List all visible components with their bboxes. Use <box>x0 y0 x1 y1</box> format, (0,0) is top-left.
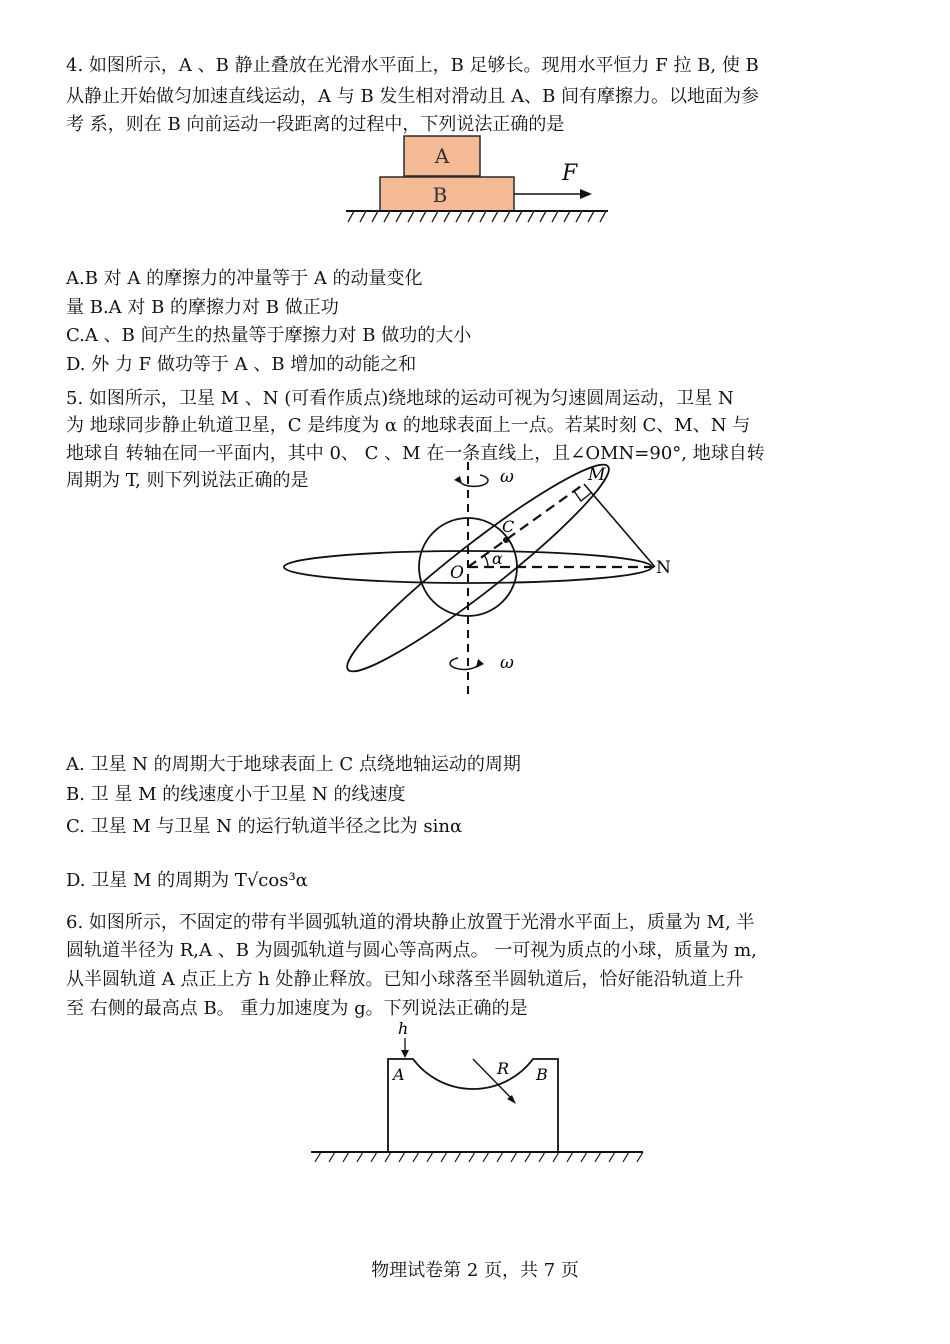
ground-hatching <box>315 1152 643 1162</box>
point-c-label: C <box>502 517 515 536</box>
center-o-label: O <box>450 563 464 583</box>
q4-option-b: 量 B.A 对 B 的摩擦力对 B 做正功 <box>66 297 339 318</box>
force-arrow-head <box>580 189 592 199</box>
q4-stem-line-2: 从静止开始做匀加速直线运动，A 与 B 发生相对滑动且 A、B 间有摩擦力。以地面为参 <box>66 86 760 107</box>
q5-option-c: C. 卫星 M 与卫星 N 的运行轨道半径之比为 sinα <box>66 816 463 837</box>
slider-body <box>388 1059 558 1152</box>
q5-option-d: D. 卫星 M 的周期为 T√cos³α <box>66 870 308 891</box>
omega-bottom-arrowhead <box>476 659 484 668</box>
q6-stem-line-1: 6. 如图所示，不固定的带有半圆弧轨道的滑块静止放置于光滑水平面上，质量为 M, 半 <box>66 912 755 933</box>
angle-alpha-arc <box>484 555 488 567</box>
sat-n-label: N <box>656 558 671 578</box>
omega-top-label: ω <box>500 467 514 487</box>
q4-option-a: A.B 对 A 的摩擦力的冲量等于 A 的动量变化 <box>66 268 423 289</box>
q4-stem-line-3: 考 系，则在 B 向前运动一段距离的过程中，下列说法正确的是 <box>66 114 565 135</box>
angle-alpha-label: α <box>492 549 503 568</box>
omega-top-arrow <box>460 475 488 486</box>
omega-top-arrowhead <box>454 476 462 484</box>
page-footer: 物理试卷第 2 页，共 7 页 <box>371 1260 579 1281</box>
q5-stem-line-3: 地球自 转轴在同一平面内，其中 0、 C 、M 在一条直线上，且∠OMN=90°, 地球自转 <box>66 443 765 464</box>
force-label: F <box>562 161 578 186</box>
omega-bottom-arrow <box>450 658 478 669</box>
block-a-label: A <box>434 144 450 168</box>
height-label: h <box>398 1019 409 1038</box>
sat-m-label: M <box>588 465 606 485</box>
point-c-dot <box>503 537 509 543</box>
q5-orbit-figure <box>270 440 690 700</box>
q6-stem-line-2: 圆轨道半径为 R,A 、B 为圆弧轨道与圆心等高两点。 一可视为质点的小球，质量为 m, <box>66 940 757 961</box>
q5-option-b: B. 卫 星 M 的线速度小于卫星 N 的线速度 <box>66 784 406 805</box>
line-om <box>468 484 584 567</box>
q6-track-figure <box>305 1018 650 1168</box>
point-b-label: B <box>536 1065 548 1084</box>
q6-stem-line-4: 至 右侧的最高点 B。 重力加速度为 g。下列说法正确的是 <box>66 998 528 1019</box>
q5-stem-line-1: 5. 如图所示，卫星 M 、N (可看作质点)绕地球的运动可视为匀速圆周运动，卫星 N <box>66 388 734 409</box>
q5-stem-line-4: 周期为 T, 则下列说法正确的是 <box>66 470 309 491</box>
q5-stem-line-2: 为 地球同步静止轨道卫星，C 是纬度为 α 的地球表面上一点。若某时刻 C、M、N 与 <box>66 415 751 436</box>
q5-option-a: A. 卫星 N 的周期大于地球表面上 C 点绕地轴运动的周期 <box>66 754 521 775</box>
q6-stem-line-3: 从半圆轨道 A 点正上方 h 处静止释放。已知小球落至半圆轨道后，恰好能沿轨道上升 <box>66 969 744 990</box>
omega-bottom-label: ω <box>500 653 514 673</box>
q4-option-d: D. 外 力 F 做功等于 A 、B 增加的动能之和 <box>66 354 417 375</box>
q4-block-figure <box>340 130 620 230</box>
ground-hatching <box>348 211 606 222</box>
q4-stem-line-1: 4. 如图所示，A 、B 静止叠放在光滑水平面上，B 足够长。现用水平恒力 F 拉 B, 使 B <box>66 55 759 76</box>
q4-option-c: C.A 、B 间产生的热量等于摩擦力对 B 做功的大小 <box>66 325 472 346</box>
point-a-label: A <box>393 1065 405 1084</box>
block-b-label: B <box>432 183 448 207</box>
radius-label: R <box>497 1059 510 1078</box>
height-arrow-head <box>401 1050 409 1058</box>
